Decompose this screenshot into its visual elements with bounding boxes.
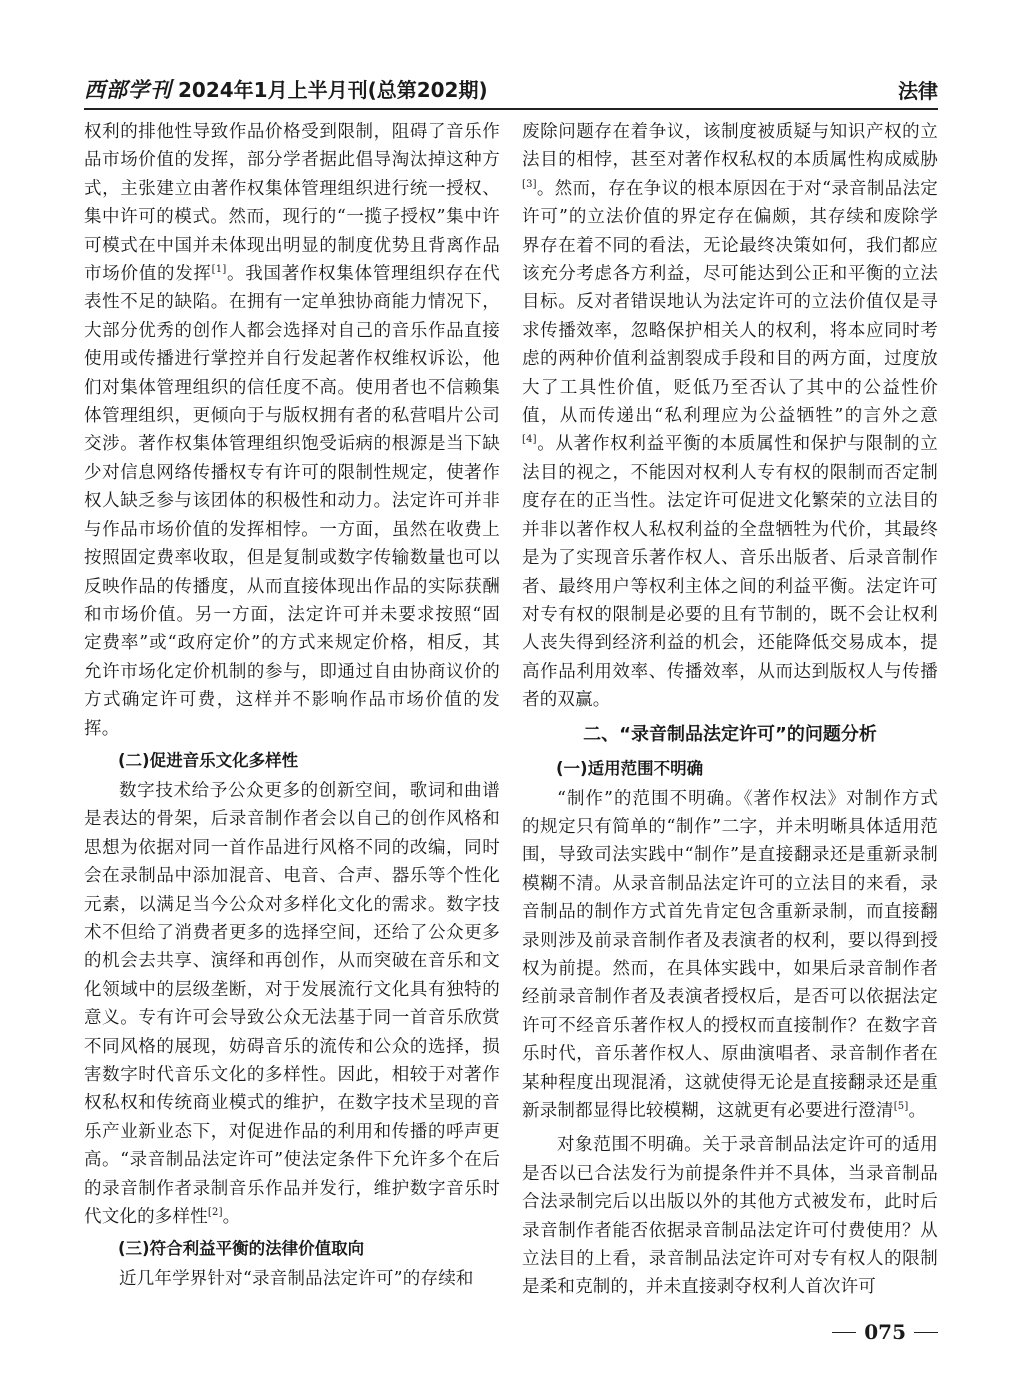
subsection-heading: (三)符合利益平衡的法律价值取向	[118, 1239, 365, 1259]
paragraph-text: 。	[908, 1101, 927, 1121]
paragraph: 近几年学界针对“录音制品法定许可”的存续和	[119, 1269, 474, 1290]
paragraph-text: 权利的排他性导致作品价格受到限制，阻碍了音乐作品市场价值的发挥，部分学者据此倡导淘汰掉这种方式，主张建立由著作权集体管理组织进行统一授权、集中许可的模式。然而，现行的“一揽子授权”集中许可模式在中国并未体现出明显的制度优势且背离作品市场价值的发挥	[84, 122, 500, 285]
section-heading: 二、“录音制品法定许可”的问题分析	[583, 723, 877, 745]
paragraph-text: 。我国著作权集体管理组织存在代表性不足的缺陷。在拥有一定单独协商能力情况下，大部分优秀的创作人都会选择对自己的音乐作品直接使用或传播进行掌控并自行发起著作权维权诉讼，他们对集体管理组织的信任度不高。使用者也不信赖集体管理组织，更倾向于与版权拥有者的私营唱片公司交涉。著作权集体管理组织饱受诟病的根源是当下缺少对信息网络传播权专有许可的限制性规定，使著作权人缺乏参与该团体的积极性和动力。法定许可并非与作品市场价值的发挥相悖。一方面，虽然在收费上按照固定费率收取，但是复制或数字传输数量也可以反映作品的传播度，从而直接体现出作品的实际获酬和市场价值。另一方面，法定许可并未要求按照“固定费率”或“政府定价”的方式来规定价格，相反，其允许市场化定价机制的参与，即通过自由协商议价的方式确定许可费，这样并不影响作品市场价值的发挥。	[84, 264, 501, 739]
citation-ref: [3]	[522, 178, 537, 190]
paragraph	[84, 777, 500, 1232]
section-label: 法律	[898, 79, 938, 103]
citation-ref: [1]	[211, 264, 227, 276]
citation-ref: [4]	[522, 434, 537, 446]
running-header	[84, 64, 938, 104]
paragraph-text: 。然而，存在争议的根本原因在于对“录音制品法定许可”的立法价值的界定存在偏颇，其存续和废除学界存在着不同的看法，无论最终决策如何，我们都应该充分考虑各方利益，尽可能达到公正和平衡的立法目标。反对者错误地认为法定许可的立法价值仅是寻求传播效率，忽略保护相关人的权利，将本应同时考虑的两种价值利益割裂成手段和目的两方面，过度放大了工具性价值，贬低乃至否认了其中的公益性价值，从而传递出“私利理应为公益牺牲”的言外之意	[522, 178, 938, 427]
issue-info: 2024年1月上半月刊(总第202期)	[178, 78, 488, 102]
journal-title: 西部学刊	[84, 77, 172, 102]
paragraph	[522, 118, 938, 715]
header-left	[84, 74, 488, 104]
right-column	[522, 118, 938, 1302]
paragraph-text: 。从著作权利益平衡的本质属性和保护与限制的立法目的视之，不能因对权利人专有权的限制而否定制度存在的正当性。法定许可促进文化繁荣的立法目的并非以著作权人私权利益的全盘牺牲为代价，其最终是为了实现音乐著作权人、音乐出版者、后录音制作者、最终用户等权利主体之间的利益平衡。法定许可对专有权的限制是必要的且有节制的，既不会让权利人丧失得到经济利益的机会，还能降低交易成本，提高作品利用效率、传播效率，从而达到版权人与传播者的双赢。	[522, 434, 938, 711]
footer-dash	[914, 1332, 938, 1333]
paragraph-text: 数字技术给予公众更多的创新空间，歌词和曲谱是表达的骨架，后录音制作者会以自己的创作风格和思想为依据对同一首作品进行风格不同的改编，同时会在录制品中添加混音、电音、合声、器乐等个性化元素，以满足当今公众对多样化文化的需求。数字技术不但给了消费者更多的选择空间，还给了公众更多的机会去共享、演绎和再创作，从而突破在音乐和文化领域中的层级垄断，对于发展流行文化具有独特的意义。专有许可会导致公众无法基于同一首音乐欣赏不同风格的展现，妨碍音乐的流传和公众的选择，损害数字时代音乐文化的多样性。因此，相较于对著作权私权和传统商业模式的维护，在数字技术呈现的音乐产业新业态下，对促进作品的利用和传播的呼声更高。“录音制品法定许可”使法定条件下允许多个在后的录音制作者录制音乐作品并发行，维护数字音乐时代文化的多样性	[84, 780, 500, 1228]
citation-ref: [2]	[207, 1207, 223, 1219]
paragraph-text: 废除问题存在着争议，该制度被质疑与知识产权的立法目的相悖，甚至对著作权私权的本质属性构成威胁	[522, 122, 938, 171]
paragraph	[84, 118, 500, 743]
subsection-heading: (二)促进音乐文化多样性	[118, 750, 299, 770]
page-number: 075	[864, 1320, 906, 1344]
footer-dash	[832, 1332, 856, 1333]
left-column	[84, 118, 500, 1294]
subsection-heading: (一)适用范围不明确	[556, 758, 704, 778]
page-footer	[832, 1320, 938, 1344]
citation-ref: [5]	[893, 1101, 909, 1113]
paragraph: 对象范围不明确。关于录音制品法定许可的适用是否以已合法发行为前提条件并不具体，当录音制品合法录制完后以出版以外的其他方式被发布，此时后录音制作者能否依据录音制品法定许可付费使用？从立法目的上看，录音制品法定许可对专有权人的限制是柔和克制的，并未直接剥夺权利人首次许可	[522, 1135, 938, 1298]
paragraph-text: “制作”的范围不明确。《著作权法》对制作方式的规定只有简单的“制作”二字，并未明晰具体适用范围，导致司法实践中“制作”是直接翻录还是重新录制模糊不清。从录音制品法定许可的立法目的来看，录音制品的制作方式首先肯定包含重新录制，而直接翻录则涉及前录音制作者及表演者的权利，要以得到授权为前提。然而，在具体实践中，如果后录音制作者经前录音制作者及表演者授权后，是否可以依据法定许可不经音乐著作权人的授权而直接制作？在数字音乐时代，音乐著作权人、原曲演唱者、录音制作者在某种程度出现混淆，这就使得无论是直接翻录还是重新录制都显得比较模糊，这就更有必要进行澄清	[522, 788, 938, 1121]
paragraph	[522, 785, 938, 1126]
paragraph-text: 。	[222, 1207, 241, 1228]
header-rule	[84, 108, 938, 110]
